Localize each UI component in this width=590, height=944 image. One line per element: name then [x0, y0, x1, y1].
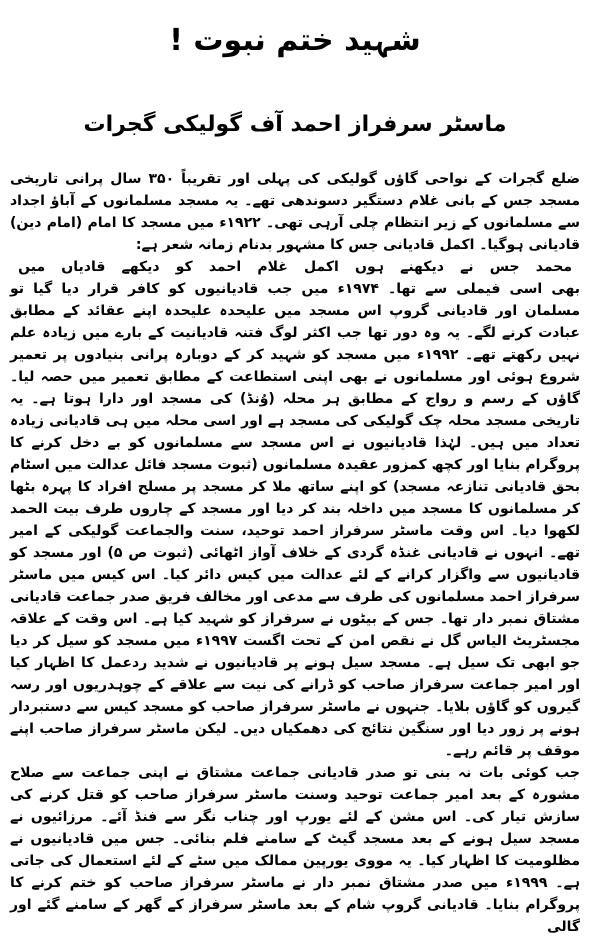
verse-word: ہوں [355, 259, 384, 275]
verse-word: کو [175, 259, 193, 275]
article-body [10, 168, 580, 938]
verse-word: نے [460, 259, 474, 275]
verse-word: جس [489, 259, 520, 275]
verse-word: قادیاں [61, 259, 106, 275]
verse-word: محمد [535, 259, 572, 275]
article-subtitle: ماسٹر سرفراز احمد آف گولیکی گجرات [83, 112, 507, 137]
verse-word: اکمل [304, 259, 339, 275]
paragraph-1: ضلع گجرات کے نواحی گاؤں گولیکی کی پہلی اور تقریباً ۳۵۰ سال پرانی تاریخی مسجد جس کے بانی غلام دستگیر دسوندھی تھے۔ یہ مسجد مسلمانوں کے آباؤ اجداد سے مسلمانوں کے زیر انتظام چلی آرہی تھی۔ ۱۹۲۲ء میں مسجد کا امام (امام دین) قادیانی ہوگیا۔ اکمل قادیانی جس کا مشہور بدنام زمانہ شعر ہے: [10, 171, 580, 253]
paragraph-3: جب کوئی بات نہ بنی تو صدر قادیانی جماعت مشتاق نے اپنی جماعت سے صلاح مشورہ کے بعد امیر جماعت توحید وسنت ماسٹر سرفراز صاحب کو قتل کرنے کی سازش تیار کی۔ اس مشن کے لئے یورپ اور چناب نگر سے فنڈ آئے۔ مرزائیوں نے مسجد سیل ہونے کے بعد مسجد گیٹ کے سامنے فلم بنائی۔ جس میں قادیانیوں نے مظلومیت کا اظہار کیا۔ یہ مووی یورپین ممالک میں سٹے کے لئے استعمال کی جاتی ہے۔ ۱۹۹۹ء میں صدر مشتاق نمبر دار نے ماسٹر سرفراز صاحب کو ختم کرنے کا پروگرام بنایا۔ قادیانی گروپ شام کے بعد ماسٹر سرفراز کے گھر کے سامنے گئے اور گالی [10, 765, 580, 935]
verse-word: دیکھے [121, 259, 160, 275]
verse-word: غلام [257, 259, 288, 275]
verse-line [10, 256, 580, 278]
verse-word: میں [18, 259, 46, 275]
verse-word: دیکھنے [400, 259, 444, 275]
article-title: شہید ختم نبوت ! [169, 23, 421, 58]
paragraph-2: بھی اسی فیملی سے تھا۔ ۱۹۷۴ء میں جب قادیانیوں کو کافر قرار دیا گیا تو مسلمان اور قادیانی گروپ اس مسجد میں علیحدہ علیحدہ اپنے عقائد کے مطابق عبادت کرنے لگے۔ یہ وہ دور تھا جب اکثر لوگ فتنہ قادیانیت کے بارے میں زیادہ علم نہیں رکھتے تھے۔ ۱۹۹۲ء میں مسجد کو شہید کر کے دوبارہ پرانی بنیادوں پر تعمیر شروع ہوئی اور مسلمانوں نے بھی اپنی استطاعت کے مطابق تعمیر میں حصہ لیا۔ گاؤں کے رسم و رواج کے مطابق ہر محلہ (وُنڈ) کی مسجد اور دارا ہوتا ہے۔ یہ تاریخی مسجد محلہ چک گولیکی کی مسجد ہے اور اسی محلہ میں ہی قادیانی زیادہ تعداد میں ہیں۔ لہٰذا قادیانیوں نے اس مسجد سے مسلمانوں کو بے دخل کرنے کا پروگرام بنایا اور کچھ کمزور عقیدہ مسلمانوں (ثبوت مسجد فائل عدالت میں اسٹام بحق قادیانی تنازعہ مسجد) کو اپنے ساتھ ملا کر مسجد پر مسلح افراد کا پہرہ بٹھا کر مسلمانوں کا مسجد میں داخلہ بند کر دیا اور مسجد کے چاروں طرف بیت الحمد لکھوا دیا۔ اس وقت ماسٹر سرفراز احمد توحید، سنت والجماعت گولیکی کے امیر تھے۔ انہوں نے قادیانی غنڈہ گردی کے خلاف آواز اٹھائی (ثبوت ص ۵) اور مسجد کو قادیانیوں سے واگزار کرانے کے لئے عدالت میں کیس دائر کیا۔ اس کیس میں ماسٹر سرفراز احمد مسلمانوں کی طرف سے مدعی اور مخالف فریق صدر جماعت قادیانی مشتاق نمبر دار تھا۔ جس کے بیٹوں نے سرفراز کو شہید کیا ہے۔ اس وقت کے علاقہ مجسٹریٹ الیاس گل نے نقص امن کے تحت اگست ۱۹۹۷ء میں مسجد کو سیل کر دیا جو ابھی تک سیل ہے۔ مسجد سیل ہونے پر قادیانیوں نے شدید ردعمل کا اظہار کیا اور امیر جماعت سرفراز صاحب کو ڈرانے کی نیت سے علاقے کے چوہدریوں اور رسہ گیروں کو گاؤں بلایا۔ جنہوں نے ماسٹر سرفراز صاحب کو مسجد کیس سے دستبردار ہونے پر زور دیا اور سنگین نتائج کی دھمکیاں دیں۔ لیکن ماسٹر سرفراز صاحب اپنے موقف پر قائم رہے۔ [10, 281, 580, 759]
verse-word: احمد [208, 259, 242, 275]
